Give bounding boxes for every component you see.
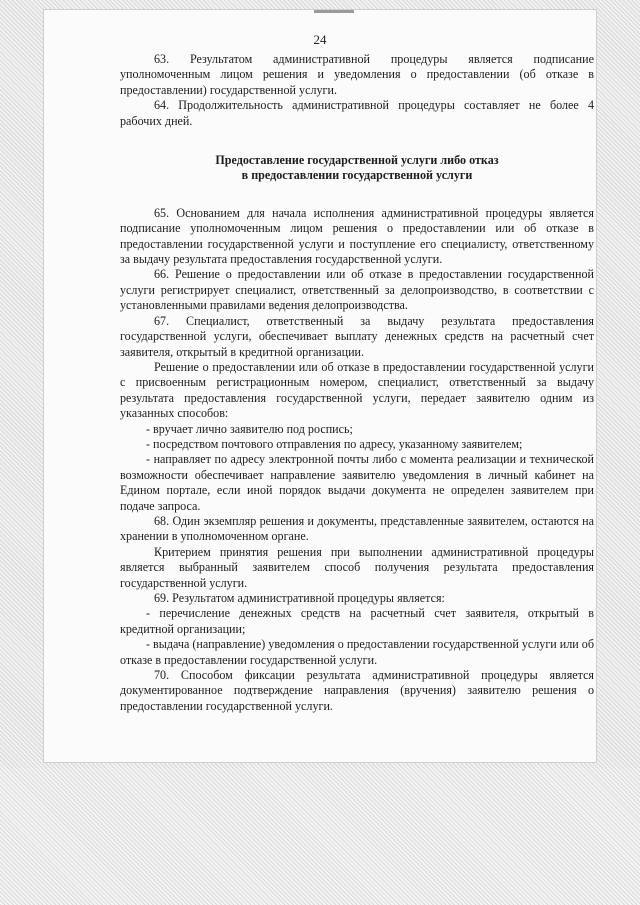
paragraph: 69. Результатом административной процедуры является:	[154, 591, 445, 605]
document-page	[44, 10, 596, 762]
section-heading-line-2: в предоставлении государственной услуги	[241, 168, 473, 183]
staple-mark	[314, 10, 354, 13]
paragraphs-before-heading	[120, 52, 594, 129]
paragraph: 66. Решение о предоставлении или об отказе в предоставлении государственной услуги регистрирует специалист, ответственный за делопроизводство, в соответствии с установленными правилами ведения делопроизводства.	[120, 267, 594, 313]
paragraph: 67. Специалист, ответственный за выдачу результата предоставления государственной услуги, обеспечивает выплату денежных средств на расчетный счет заявителя, открытый в кредитной организации.	[120, 313, 594, 359]
section-heading-line-1: Предоставление государственной услуги либо отказ	[215, 153, 499, 168]
scan-margin-bottom	[0, 768, 640, 905]
paragraph: 63. Результатом административной процедуры является подписание уполномоченным лицом решения и уведомления о предоставлении (об отказе в предоставлении) государственной услуги.	[120, 52, 594, 97]
list-item: - перечисление денежных средств на расчетный счет заявителя, открытый в кредитной организации;	[120, 606, 594, 636]
paragraphs-after-heading	[120, 206, 594, 714]
paragraph: 65. Основанием для начала исполнения административной процедуры является подписание уполномоченным лицом решения о предоставлении или об отказе в предоставлении государственной услуги и поступление его специалисту, ответственному за выдачу результата предоставления государственной услуги.	[120, 205, 594, 267]
paragraph: 70. Способом фиксации результата административной процедуры является документированное подтверждение направления (вручения) заявителю решения о предоставлении государственной услуги.	[120, 668, 594, 713]
paragraph: 64. Продолжительность административной процедуры составляет не более 4 рабочих дней.	[120, 98, 594, 128]
list-item: - направляет по адресу электронной почты либо с момента реализации и технической возможности обеспечивает направление заявителю уведомления в личный кабинет на Едином портале, если иной порядок выдачи документа не определен заявителем при подаче запроса.	[120, 452, 594, 513]
list-item: - выдача (направление) уведомления о предоставлении государственной услуги или об отказе в предоставлении государственной услуги.	[120, 637, 594, 667]
page-number: 24	[313, 32, 327, 47]
list-item: - вручает лично заявителю под роспись;	[146, 421, 353, 436]
list-item: - посредством почтового отправления по адресу, указанному заявителем;	[146, 436, 523, 451]
paragraph: Критерием принятия решения при выполнении административной процедуры является выбранный заявителем способ получения результата предоставления государственной услуги.	[120, 544, 594, 590]
document-body	[120, 52, 594, 714]
section-heading	[120, 153, 594, 184]
paragraph: 68. Один экземпляр решения и документы, представленные заявителем, остаются на хранении в уполномоченном органе.	[120, 513, 594, 544]
paragraph: Решение о предоставлении или об отказе в предоставлении государственной услуги с присвоенным регистрационным номером, специалист, ответственный за выдачу результата предоставления государственной услуги, передает заявителю одним из указанных способов:	[120, 359, 594, 421]
